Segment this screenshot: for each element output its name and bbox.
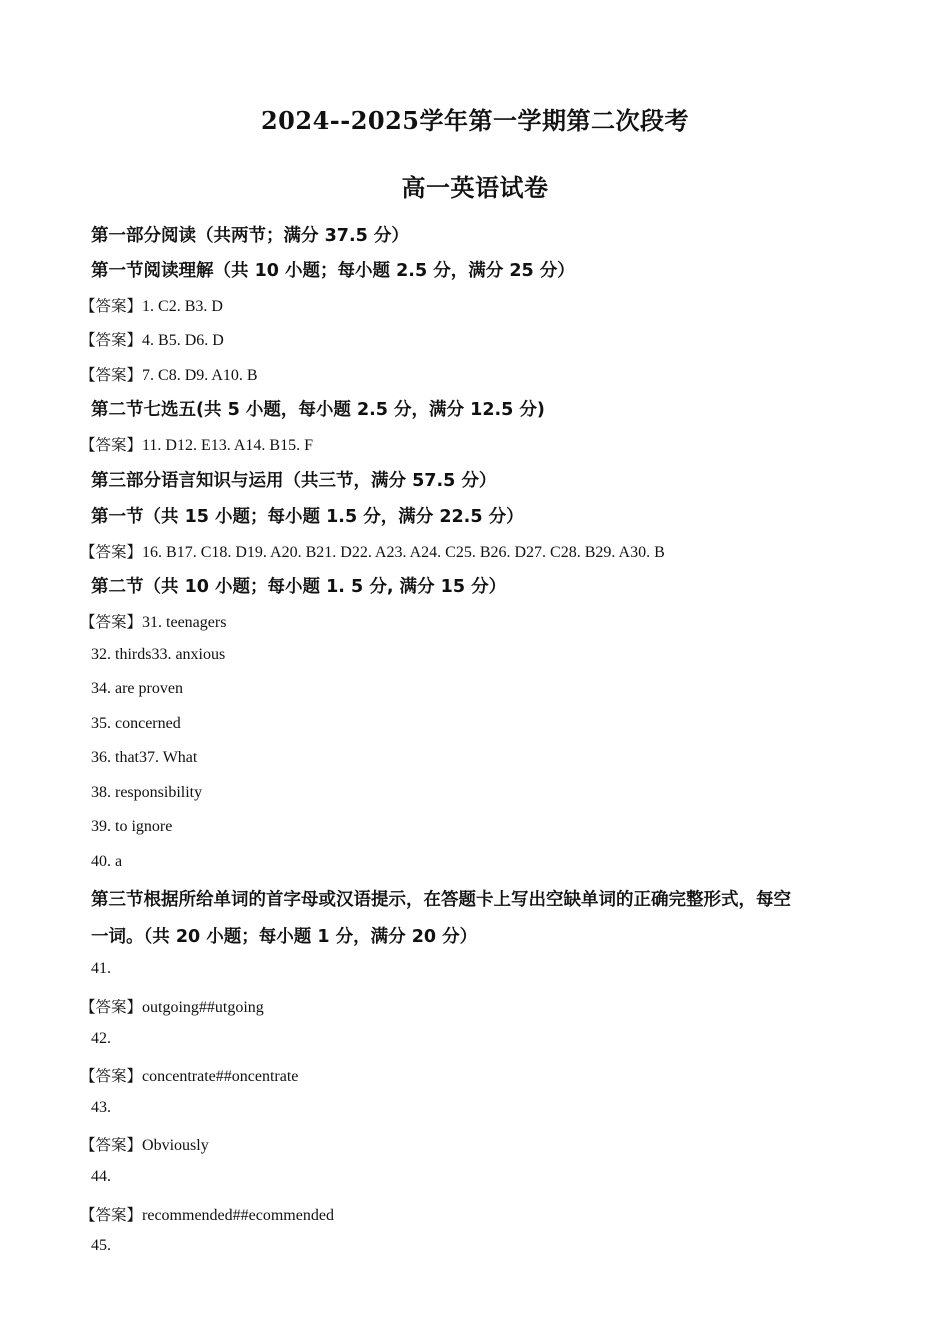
answer-line	[80, 1203, 334, 1225]
part3-sec3-heading: 第三节根据所给单词的首字母或汉语提示，在答题卡上写出空缺单词的正确完整形式，每空	[91, 890, 791, 910]
part1-heading: 第一部分阅读（共两节；满分 37.5 分）	[91, 226, 409, 246]
answer-tag: 【答案】	[80, 998, 143, 1016]
answer-text: recommended##ecommended	[142, 1207, 334, 1224]
question-number: 45.	[91, 1237, 111, 1254]
part3-heading: 第三部分语言知识与运用（共三节，满分 57.5 分）	[91, 471, 497, 491]
answer-tag: 【答案】	[80, 297, 143, 315]
answer-line: 38. responsibility	[91, 784, 203, 801]
answer-tag: 【答案】	[80, 1136, 143, 1154]
question-number: 42.	[91, 1030, 111, 1047]
part3-sec1-heading: 第一节（共 15 小题；每小题 1.5 分，满分 22.5 分）	[91, 507, 524, 527]
exam-title: 2024--2025学年第一学期第二次段考	[260, 106, 689, 135]
answer-tag: 【答案】	[80, 366, 143, 384]
answer-line	[80, 328, 224, 350]
answer-line	[80, 1064, 298, 1086]
answer-tag: 【答案】	[80, 436, 143, 454]
answer-text: concentrate##oncentrate	[142, 1068, 299, 1085]
answer-line: 40. a	[91, 853, 123, 870]
answer-text: 16. B17. C18. D19. A20. B21. D22. A23. A24. C25. B26. D27. C28. B29. A30. B	[142, 544, 665, 561]
question-number: 43.	[91, 1099, 111, 1116]
answer-text: Obviously	[142, 1137, 209, 1154]
answer-line: 39. to ignore	[91, 818, 173, 835]
part3-sec2-heading: 第二节（共 10 小题；每小题 1. 5 分, 满分 15 分）	[91, 577, 507, 597]
answer-line: 32. thirds33. anxious	[91, 646, 226, 663]
answer-tag: 【答案】	[80, 543, 143, 561]
answer-line	[80, 363, 258, 385]
answer-text: 31. teenagers	[142, 614, 227, 631]
answer-line	[80, 294, 223, 316]
answer-text: 4. B5. D6. D	[142, 332, 224, 349]
part3-sec3-heading-cont: 一词。（共 20 小题；每小题 1 分，满分 20 分）	[91, 927, 478, 947]
answer-line	[80, 995, 264, 1017]
answer-tag: 【答案】	[80, 331, 143, 349]
part1-sec1-heading: 第一节阅读理解（共 10 小题；每小题 2.5 分，满分 25 分）	[91, 261, 575, 281]
answer-line: 34. are proven	[91, 680, 183, 697]
answer-text: outgoing##utgoing	[142, 999, 264, 1016]
answer-line: 36. that37. What	[91, 749, 198, 766]
answer-line	[80, 1133, 209, 1155]
answer-tag: 【答案】	[80, 1067, 143, 1085]
answer-line	[80, 610, 226, 632]
answer-tag: 【答案】	[80, 1206, 143, 1224]
exam-subtitle: 高一英语试卷	[401, 173, 549, 202]
part1-sec2-heading: 第二节七选五(共 5 小题，每小题 2.5 分，满分 12.5 分)	[91, 400, 545, 420]
answer-line: 35. concerned	[91, 715, 181, 732]
answer-text: 1. C2. B3. D	[142, 298, 223, 315]
question-number: 44.	[91, 1168, 111, 1185]
answer-line	[80, 433, 313, 455]
answer-line	[80, 540, 665, 562]
answer-text: 7. C8. D9. A10. B	[142, 367, 258, 384]
answer-tag: 【答案】	[80, 613, 143, 631]
question-number: 41.	[91, 960, 111, 977]
answer-text: 11. D12. E13. A14. B15. F	[142, 437, 313, 454]
